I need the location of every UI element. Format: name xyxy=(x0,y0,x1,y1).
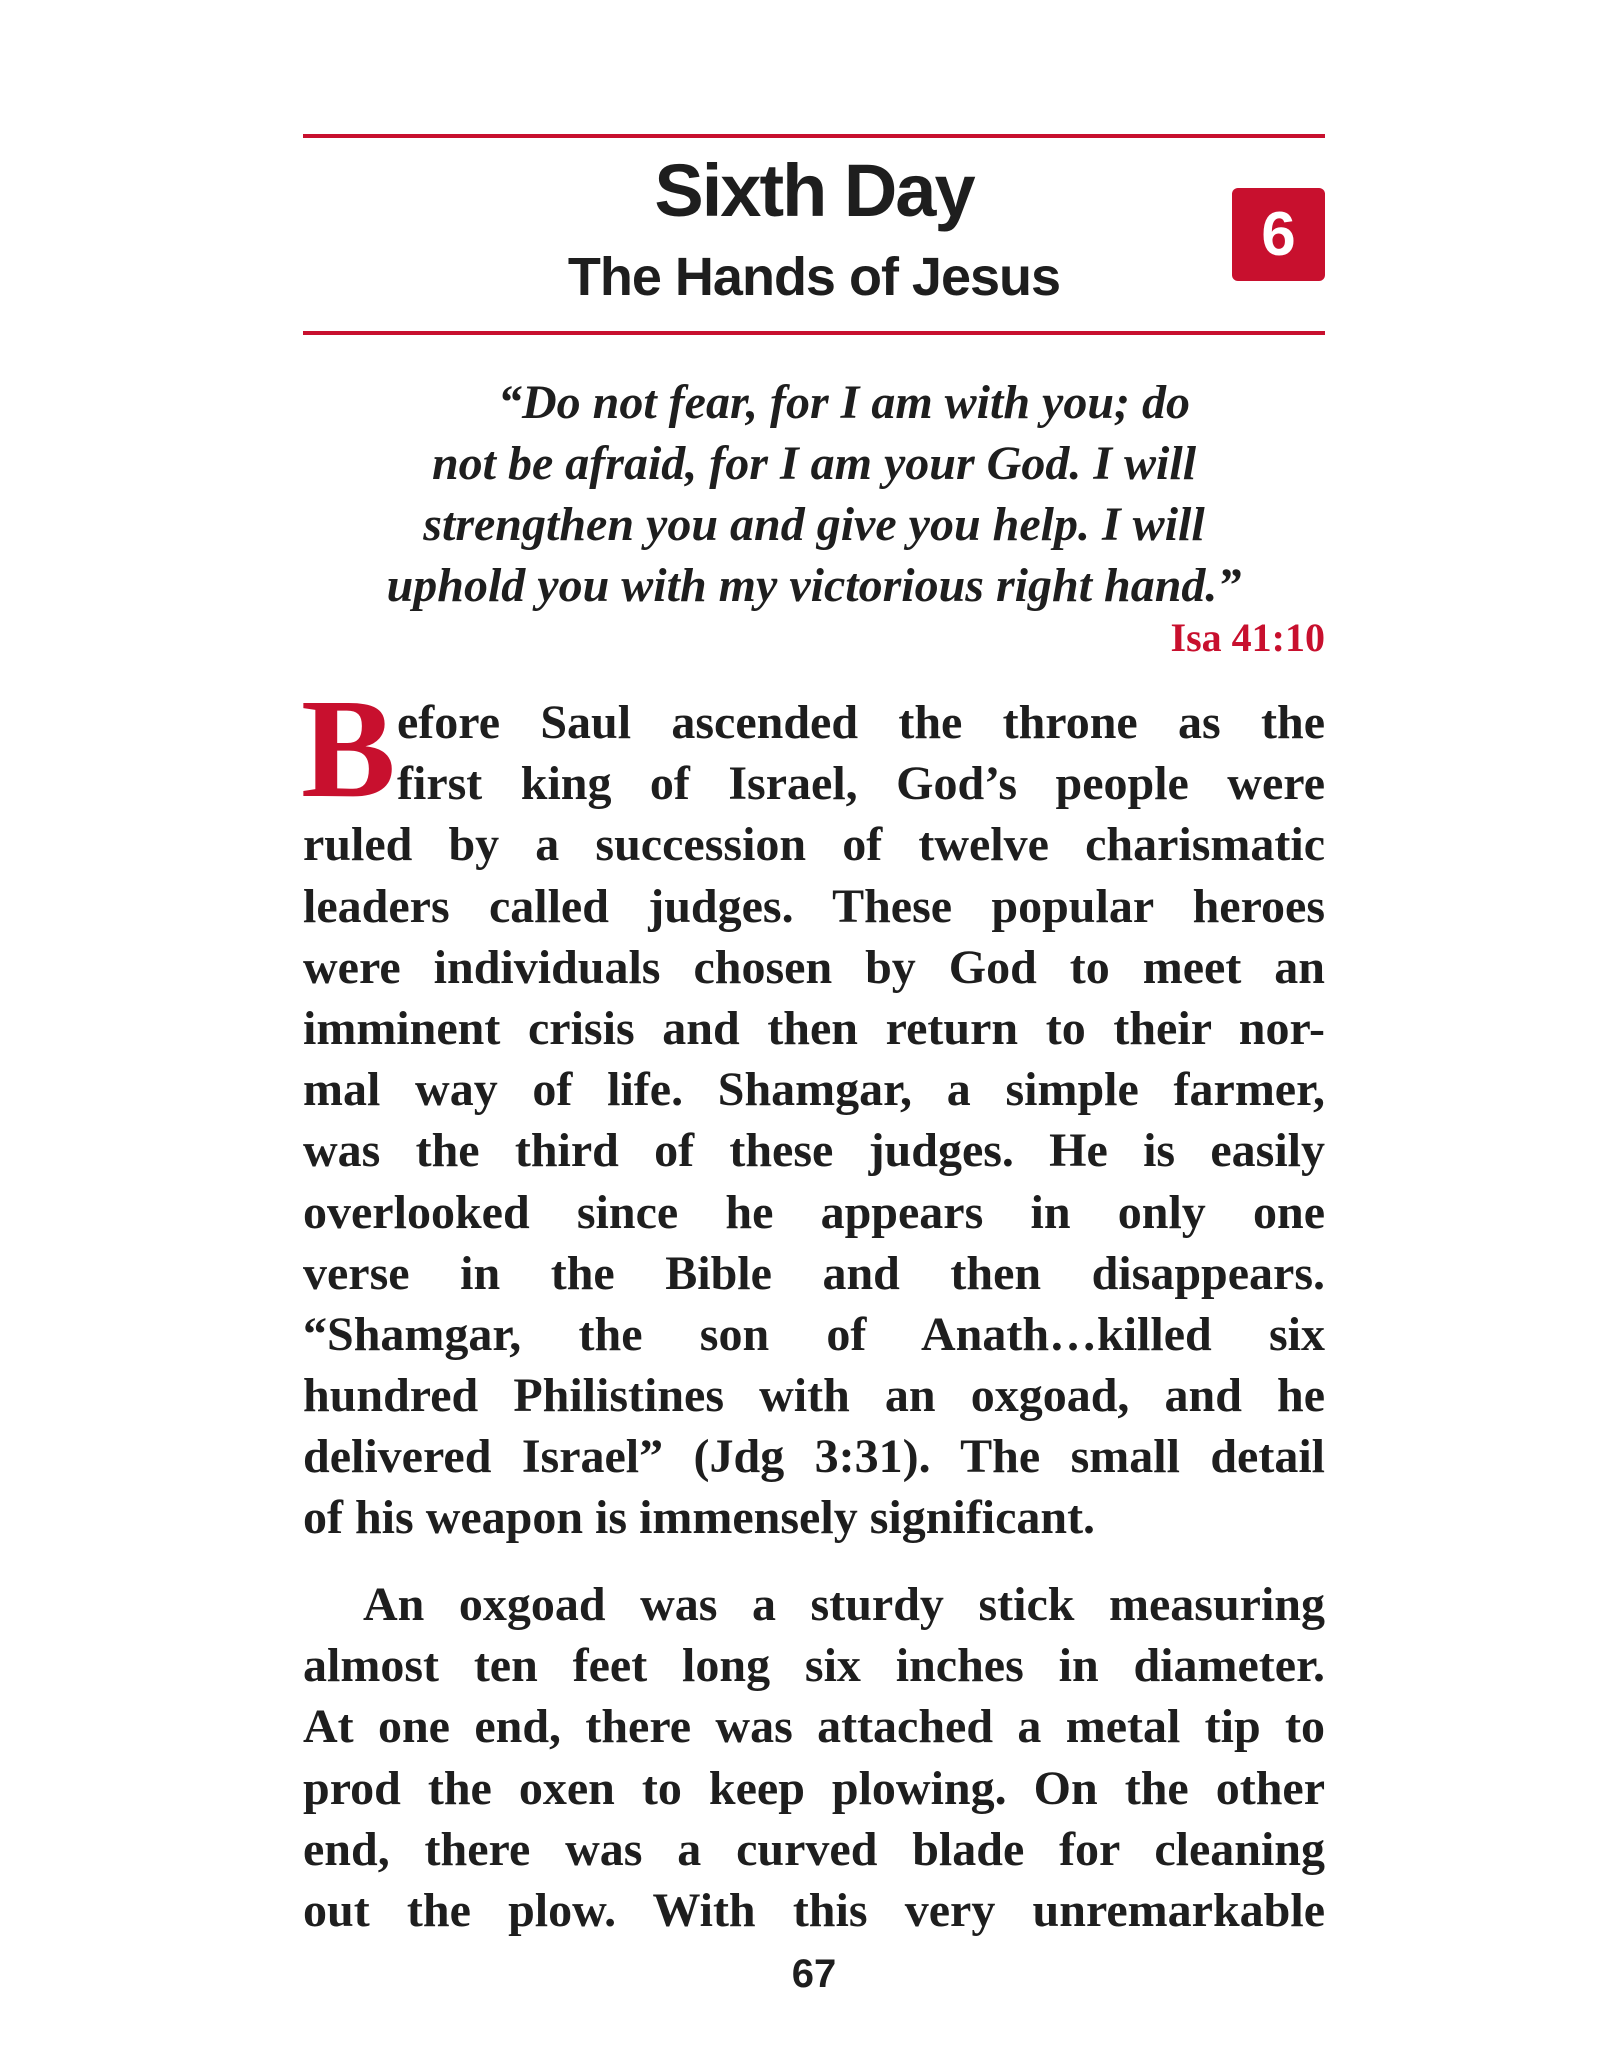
day-subtitle: The Hands of Jesus xyxy=(567,247,1061,307)
text-line: At one end, there was attached a metal tip to xyxy=(303,1700,1325,1754)
text-line: end, there was a curved blade for cleaning xyxy=(303,1822,1325,1876)
day-title: Sixth Day xyxy=(654,149,974,232)
text-line: almost ten feet long six inches in diameter. xyxy=(303,1639,1325,1693)
text-line: imminent crisis and then return to their nor- xyxy=(303,1001,1325,1055)
text-line: were individuals chosen by God to meet an xyxy=(303,940,1325,994)
day-number-badge: 6 xyxy=(1232,188,1325,281)
quote-line: not be afraid, for I am your God. I will xyxy=(431,437,1197,490)
text-line: out the plow. With this very unremarkable xyxy=(303,1883,1325,1937)
scripture-quote xyxy=(303,372,1325,616)
text-line: was the third of these judges. He is easily xyxy=(303,1124,1325,1178)
text-line: An oxgoad was a sturdy stick measuring xyxy=(363,1578,1325,1631)
text-line: verse in the Bible and then disappears. xyxy=(303,1246,1325,1300)
book-page xyxy=(303,0,1325,2048)
text-line: hundred Philistines with an oxgoad, and he xyxy=(303,1369,1325,1423)
quote-line: strengthen you and give you help. I will xyxy=(423,498,1205,551)
text-line: first king of Israel, God’s people were xyxy=(397,757,1325,811)
text-line: “Shamgar, the son of Anath…killed six xyxy=(303,1307,1325,1361)
text-line: of his weapon is immensely significant. xyxy=(303,1491,1096,1545)
drop-cap: B xyxy=(301,669,396,827)
text-line: ruled by a succession of twelve charismatic xyxy=(303,818,1325,872)
text-line: mal way of life. Shamgar, a simple farmer, xyxy=(303,1063,1325,1117)
header-top-rule xyxy=(303,134,1325,138)
text-line: leaders called judges. These popular heroes xyxy=(303,879,1325,933)
page-number: 67 xyxy=(791,1952,837,1996)
scripture-reference: Isa 41:10 xyxy=(1170,615,1325,660)
text-line: overlooked since he appears in only one xyxy=(303,1185,1325,1239)
text-line: efore Saul ascended the throne as the xyxy=(397,696,1325,749)
body-paragraph-2 xyxy=(303,1574,1325,1941)
text-line: delivered Israel” (Jdg 3:31). The small detail xyxy=(303,1430,1325,1484)
body-paragraph-1 xyxy=(303,692,1325,1549)
header-bottom-rule xyxy=(303,331,1325,335)
text-line: prod the oxen to keep plowing. On the other xyxy=(303,1761,1325,1815)
quote-line: uphold you with my victorious right hand.” xyxy=(386,559,1242,612)
quote-line: “Do not fear, for I am with you; do xyxy=(497,376,1191,429)
